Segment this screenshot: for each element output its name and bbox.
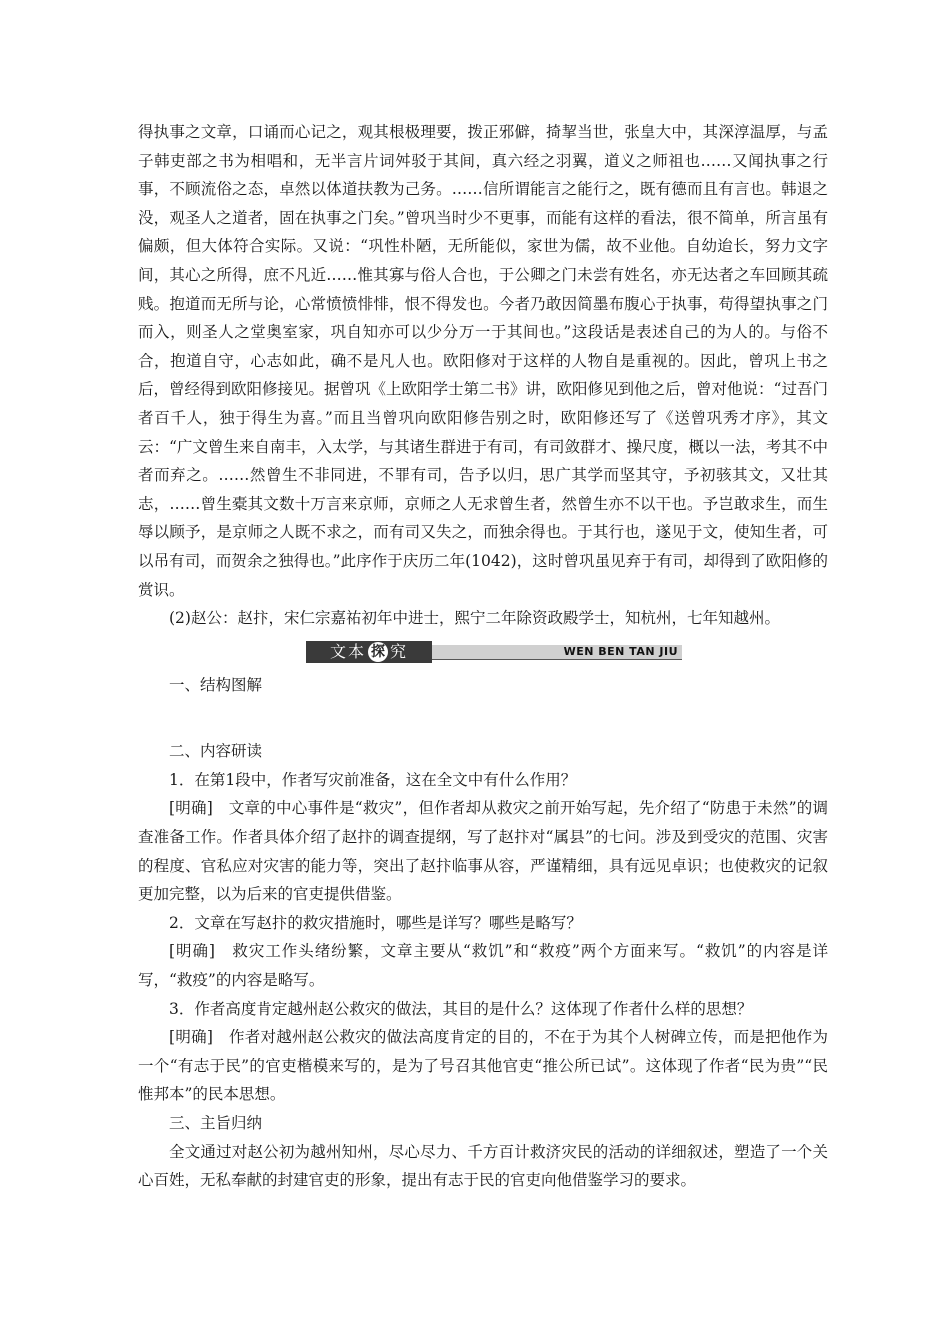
section-banner	[138, 641, 828, 663]
banner-title-left: 文本	[329, 641, 366, 661]
banner-title-right: 究	[390, 641, 409, 661]
heading-content-reading: 二、内容研读	[169, 742, 263, 761]
body-paragraph-quote: 得执事之文章，口诵而心记之，观其根极理要，拨正邪僻，掎挈当世，张皇大中，其深淳温厚，与孟子韩吏部之书为相唱和，无半言片词舛驳于其间，真六经之羽翼，道义之师祖也……又闻执事之行事，不顾流俗之态，卓然以体道扶教为己务。……信所谓能言之能行之，既有德而且有言也。韩退之没，观圣人之道者，固在执事之门矣。”曾巩当时少不更事，而能有这样的看法，很不简单，所言虽有偏颇，但大体符合实际。又说：“巩性朴陋，无所能似，家世为儒，故不业他。自幼迨长，努力文字间，其心之所得，庶不凡近……惟其寡与俗人合也，于公卿之门未尝有姓名，亦无达者之车回顾其疏贱。抱道而无所与论，心常愤愤悱悱，恨不得发也。今者乃敢因简墨布腹心于执事，苟得望执事之门而入，则圣人之堂奥室家，巩自知亦可以少分万一于其间也。”这段话是表述自己的为人的。与俗不合，抱道自守，心志如此，确不是凡人也。欧阳修对于这样的人物自是重视的。因此，曾巩上书之后，曾经得到欧阳修接见。据曾巩《上欧阳学士第二书》讲，欧阳修见到他之后，曾对他说：“过吾门者百千人，独于得生为喜。”而且当曾巩向欧阳修告别之时，欧阳修还写了《送曾巩秀才序》，其文云：“广文曾生来自南丰，入太学，与其诸生群进于有司，有司敛群才、操尺度，概以一法，考其不中者而弃之。……然曾生不非同进，不罪有司，告予以归，思广其学而坚其守，予初骇其文，又壮其志，……曾生橐其文数十万言来京师，京师之人无求曾生者，然曾生亦不以干也。予岂敢求生，而生辱以顾予，是京师之人既不求之，而有司又失之，而独余得也。于其行也，遂见于文，使知生者，可以吊有司，而贺余之独得也。”此序作于庆历二年(1042)，这时曾巩虽见弃于有司，却得到了欧阳修的赏识。	[138, 123, 828, 599]
answer-3: [明确] 作者对越州赵公救灾的做法高度肯定的目的，不在于为其个人树碑立传，而是把他作为一个“有志于民”的官吏楷模来写的，是为了号召其他官吏“推公所已试”。这体现了作者“民为贵”“民惟邦本”的民本思想。	[138, 1028, 828, 1104]
banner-english-label: WEN BEN TAN JIU	[563, 644, 678, 658]
answer-1: [明确] 文章的中心事件是“救灾”，但作者却从救灾之前开始写起，先介绍了“防患于未然”的调查准备工作。作者具体介绍了赵抃的调查提纲，写了赵抃对“属县”的七问。涉及到受灾的范围、灾害的程度、官私应对灾害的能力等，突出了赵抃临事从容，严谨精细，具有远见卓识；也使救灾的记叙更加完整，以为后来的官吏提供借鉴。	[138, 799, 828, 904]
question-3: 3．作者高度肯定越州赵公救灾的做法，其目的是什么？这体现了作者什么样的思想？	[169, 999, 753, 1018]
diagram-space	[138, 699, 828, 737]
banner-title-circle: 探	[368, 642, 388, 662]
note-paragraph-zhao: (2)赵公：赵抃，宋仁宗嘉祐初年中进士，熙宁二年除资政殿学士，知杭州，七年知越州。	[169, 609, 780, 628]
banner-title	[306, 641, 432, 663]
answer-2: [明确] 救灾工作头绪纷繁，文章主要从“救饥”和“救疫”两个方面来写。“救饥”的内容是详写，“救疫”的内容是略写。	[138, 942, 828, 990]
heading-theme-summary: 三、主旨归纳	[169, 1114, 263, 1132]
banner-en-wrap	[432, 641, 682, 663]
document-page	[138, 118, 828, 1195]
theme-summary: 全文通过对赵公初为越州知州，尽心尽力、千方百计救济灾民的活动的详细叙述，塑造了一个关心百姓，无私奉献的封建官吏的形象，提出有志于民的官吏向他借鉴学习的要求。	[138, 1142, 828, 1190]
heading-structure-diagram: 一、结构图解	[169, 675, 263, 694]
question-2: 2．文章在写赵抃的救灾措施时，哪些是详写？哪些是略写？	[169, 913, 582, 932]
question-1: 1．在第1段中，作者写灾前准备，这在全文中有什么作用？	[169, 770, 577, 789]
